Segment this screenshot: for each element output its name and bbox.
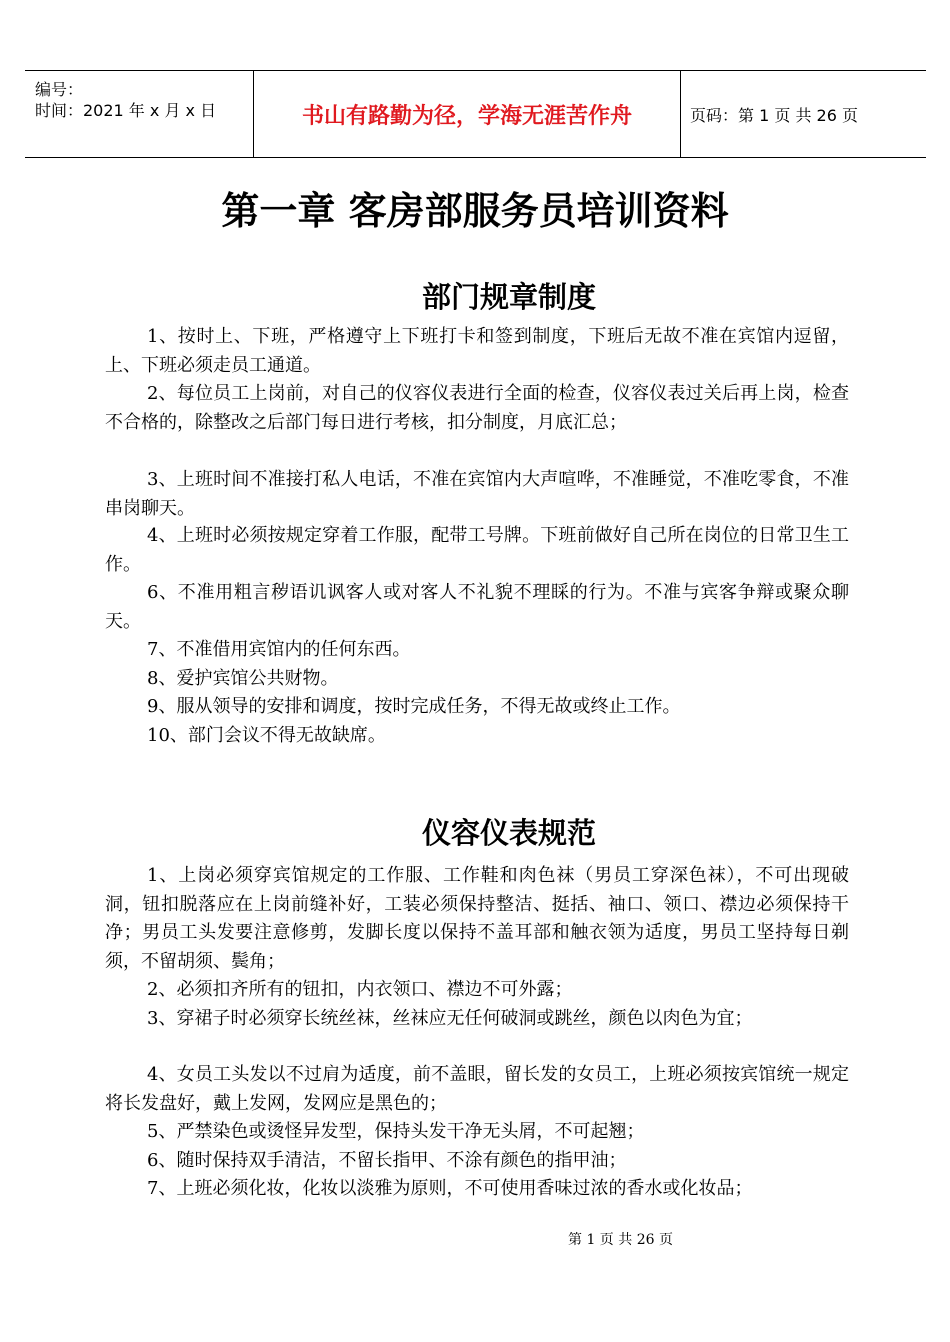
appearance-paragraph: 6、随时保持双手清洁，不留长指甲、不涂有颜色的指甲油； bbox=[147, 1150, 627, 1171]
header-divider bbox=[680, 71, 681, 157]
rule-paragraph: 2、每位员工上岗前，对自己的仪容仪表进行全面的检查，仪容仪表过关后再上岗，检查不合格的，除整改之后部门每日进行考核，扣分制度，月底汇总； bbox=[105, 383, 849, 433]
rule-paragraph: 6、不准用粗言秽语讥讽客人或对客人不礼貌不理睬的行为。不准与宾客争辩或聚众聊天。 bbox=[105, 582, 849, 632]
header-page-number: 页码：第 1 页 共 26 页 bbox=[690, 105, 858, 125]
section-title-appearance-standards: 仪容仪表规范 bbox=[421, 816, 596, 850]
page-header bbox=[25, 70, 926, 158]
chapter-title: 第一章 客房部服务员培训资料 bbox=[221, 189, 729, 233]
rule-paragraph: 10、部门会议不得无故缺席。 bbox=[147, 725, 386, 746]
rule-paragraph: 4、上班时必须按规定穿着工作服，配带工号牌。下班前做好自己所在岗位的日常卫生工作。 bbox=[105, 525, 849, 575]
rule-paragraph: 1、按时上、下班，严格遵守上下班打卡和签到制度，下班后无故不准在宾馆内逗留，上、下班必须走员工通道。 bbox=[105, 326, 849, 376]
section-title-department-rules: 部门规章制度 bbox=[421, 280, 596, 314]
appearance-paragraph: 4、女员工头发以不过肩为适度，前不盖眼，留长发的女员工，上班必须按宾馆统一规定将长发盘好，戴上发网，发网应是黑色的； bbox=[105, 1064, 849, 1114]
appearance-paragraph: 7、上班必须化妆，化妆以淡雅为原则，不可使用香味过浓的香水或化妆品； bbox=[147, 1178, 753, 1199]
time-label: 时间：2021 年 x 月 x 日 bbox=[35, 101, 217, 120]
appearance-paragraph: 1、上岗必须穿宾馆规定的工作服、工作鞋和肉色袜（男员工穿深色袜），不可出现破洞，钮扣脱落应在上岗前缝补好，工装必须保持整洁、挺括、袖口、领口、襟边必须保持干净；男员工头发要注意修剪，发脚长度以保持不盖耳部和触衣领为适度，男员工坚持每日剃须，不留胡须、鬓角； bbox=[105, 865, 849, 972]
rule-paragraph: 9、服从领导的安排和调度，按时完成任务，不得无故或终止工作。 bbox=[147, 696, 681, 717]
serial-number-label: 编号： bbox=[35, 80, 84, 99]
appearance-paragraph: 5、严禁染色或烫怪异发型，保持头发干净无头屑，不可起翘； bbox=[147, 1121, 645, 1142]
appearance-paragraph: 2、必须扣齐所有的钮扣，内衣领口、襟边不可外露； bbox=[147, 979, 573, 1000]
header-meta bbox=[35, 79, 255, 121]
rule-paragraph: 8、爱护宾馆公共财物。 bbox=[147, 668, 339, 689]
rule-paragraph: 3、上班时间不准接打私人电话，不准在宾馆内大声喧哗，不准睡觉，不准吃零食，不准串岗聊天。 bbox=[105, 469, 849, 519]
header-motto: 书山有路勤为径，学海无涯苦作舟 bbox=[301, 103, 632, 129]
rule-paragraph: 7、不准借用宾馆内的任何东西。 bbox=[147, 639, 411, 660]
footer-page-number: 第 1 页 共 26 页 bbox=[568, 1232, 673, 1248]
appearance-paragraph: 3、穿裙子时必须穿长统丝袜，丝袜应无任何破洞或跳丝，颜色以肉色为宜； bbox=[147, 1008, 753, 1029]
